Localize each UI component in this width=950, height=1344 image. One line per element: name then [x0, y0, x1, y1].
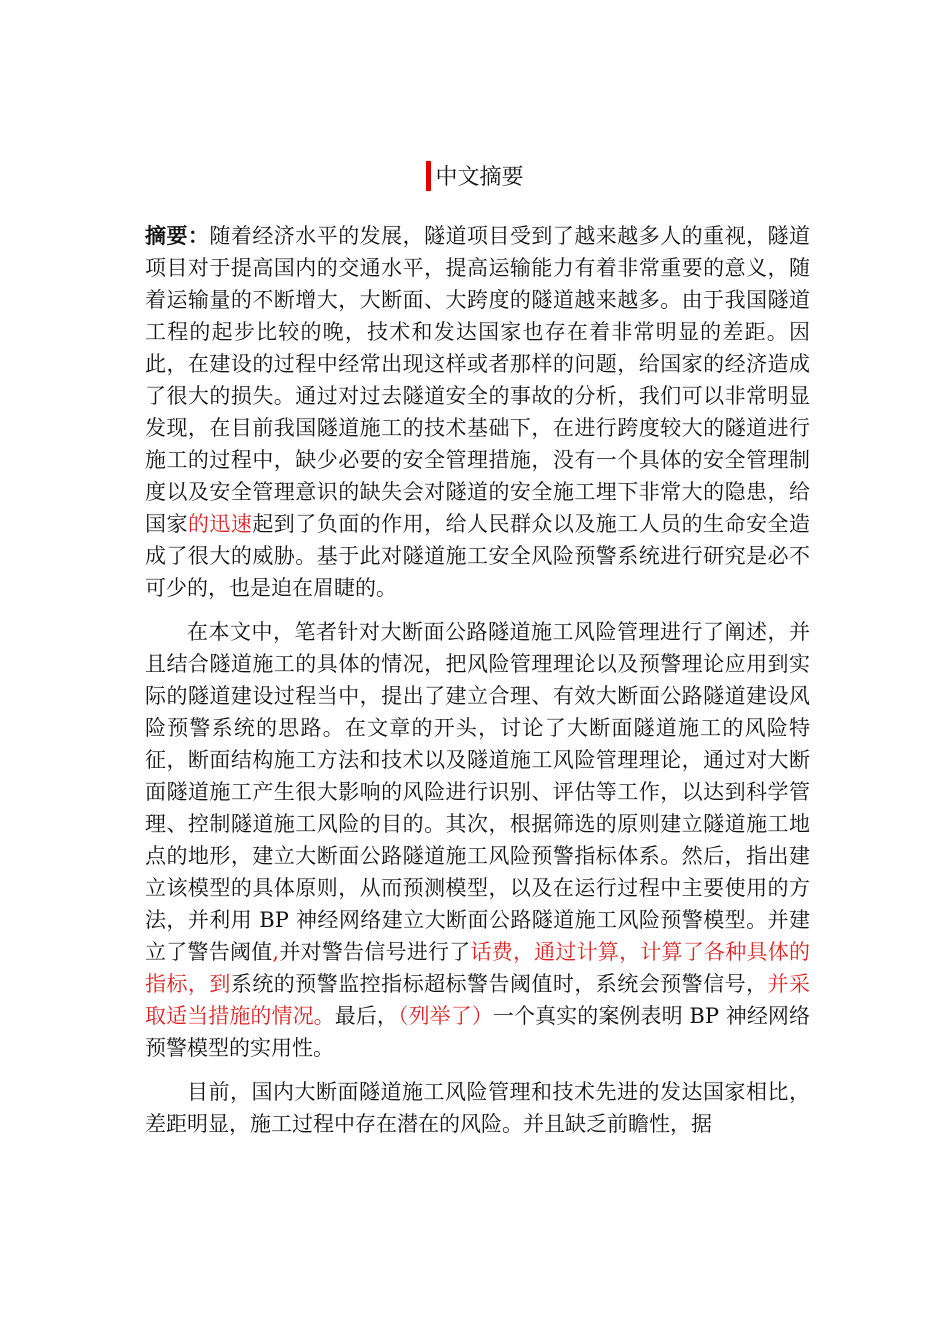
highlighted-text: 话费，通过计算，计算了各种具体的指标，到: [145, 940, 811, 996]
text-run: 并对警告信号进行了: [279, 940, 471, 964]
abstract-body: [145, 220, 810, 1152]
paragraph-1: [145, 220, 810, 604]
highlighted-text: ,: [272, 940, 280, 964]
text-run: 最后，: [334, 1004, 398, 1028]
title-row: [0, 160, 950, 200]
highlighted-text: 并采取适当措施的情况。: [145, 972, 811, 1028]
text-run: 在本文中，笔者针对大断面公路隧道施工风险管理进行了阐述，并且结合隧道施工的具体的情况，把风险管理理论以及预警理论应用到实际的隧道建设过程当中，提出了建立合理、有效大断面公路隧道建设风险预警系统的思路。在文章的开头，讨论了大断面隧道施工的风险特征，断面结构施工方法和技术以及隧道施工风险管理理论，通过对大断面隧道施工产生很大影响的风险进行识别、评估等工作，以达到科学管理、控制隧道施工风险的目的。其次，根据筛选的原则建立隧道施工地点的地形，建立大断面公路隧道施工风险预警指标体系。然后，指出建立该模型的具体原则，从而预测模型，以及在运行过程中主要使用的方法，并利用 BP 神经网络建立大断面公路隧道施工风险预警模型。并建立了警告阈值: [145, 620, 810, 964]
highlighted-text: （列举了）: [398, 1004, 493, 1028]
page-title: 中文摘要: [435, 165, 524, 190]
text-run: 目前，国内大断面隧道施工风险管理和技术先进的发达国家相比，差距明显，施工过程中存在潜在的风险。并且缺乏前瞻性，据: [145, 1080, 810, 1136]
heading-marker: [426, 161, 431, 191]
text-run: 随着经济水平的发展，隧道项目受到了越来越多人的重视，隧道项目对于提高国内的交通水平，提高运输能力有着非常重要的意义，随着运输量的不断增大，大断面、大跨度的隧道越来越多。由于我国隧道工程的起步比较的晚，技术和发达国家也存在着非常明显的差距。因此，在建设的过程中经常出现这样或者那样的问题，给国家的经济造成了很大的损失。通过对过去隧道安全的事故的分析，我们可以非常明显发现，在目前我国隧道施工的技术基础下，在进行跨度较大的隧道进行施工的过程中，缺少必要的安全管理措施，没有一个具体的安全管理制度以及安全管理意识的缺失会对隧道的安全施工埋下非常大的隐患，给国家: [145, 224, 811, 536]
text-run: 系统的预警监控指标超标警告阈值时，系统会预警信号，: [230, 972, 768, 996]
highlighted-text: 的迅速: [187, 512, 253, 536]
text-run: 一个真实的案例表明 BP 神经网络预警模型的实用性。: [145, 1004, 810, 1060]
paragraph-3: [145, 1076, 810, 1140]
paragraph-2: [145, 616, 810, 1064]
abstract-label: 摘要：: [145, 223, 210, 248]
text-run: 起到了负面的作用，给人民群众以及施工人员的生命安全造成了很大的威胁。基于此对隧道施工安全风险预警系统进行研究是必不可少的，也是迫在眉睫的。: [145, 512, 811, 600]
